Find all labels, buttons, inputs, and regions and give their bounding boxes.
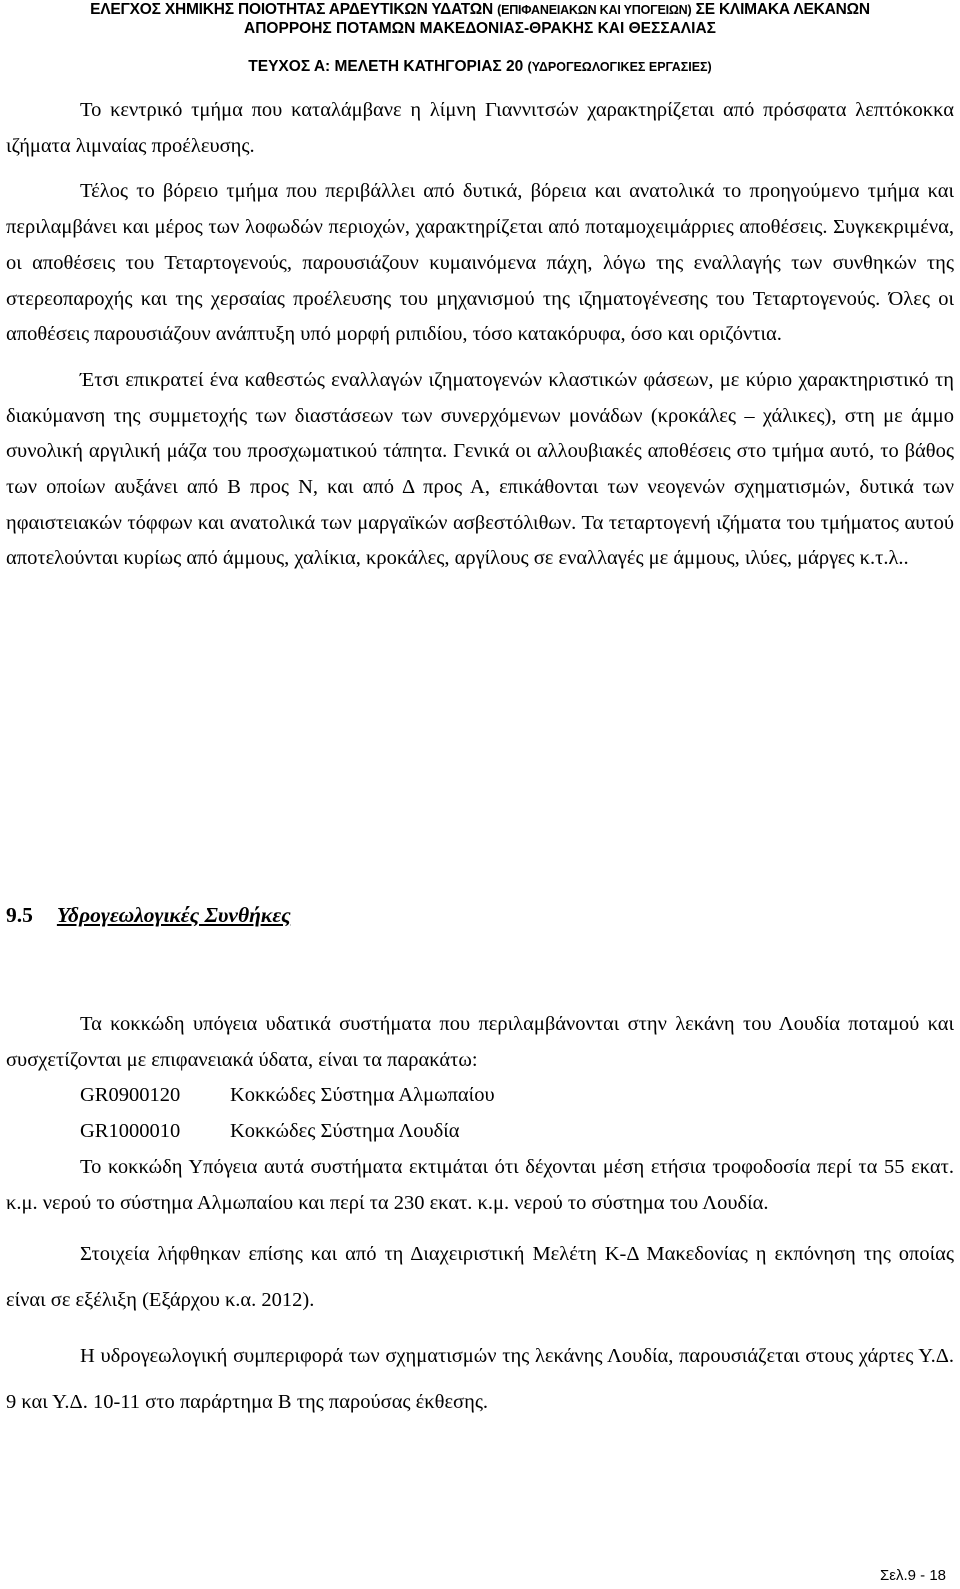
section-heading xyxy=(6,900,291,930)
header-line-1 xyxy=(0,0,960,20)
paragraph-2: Τέλος το βόρειο τμήμα που περιβάλλει από δυτικά, βόρεια και ανατολικά το προηγούμενο τμήμα και περιλαμβάνει και μέρος των λοφωδών περιοχών, χαρακτηρίζεται από ποταμοχειμάρριες αποθέσεις. Συγκεκριμένα, οι αποθέσεις του Τεταρτογενούς, παρουσιάζουν κυμαινόμενα πάχη, λόγω της εναλλαγής των συνθηκών της στερεοπαροχής και της χερσαίας προέλευσης του μηχανισμού της ιζηματογένεσης του Τεταρτογενούς. Όλες οι αποθέσεις παρουσιάζουν ανάπτυξη υπό μορφή ριπιδίου, τόσο κατακόρυφα, όσο και οριζόντια. xyxy=(6,180,954,346)
paragraph-5: Το κοκκώδη Υπόγεια αυτά συστήματα εκτιμάται ότι δέχονται μέση ετήσια τροφοδοσία περί τα 55 εκατ. κ.μ. νερού το σύστημα Αλμωπαίου και περί τα 230 εκατ. κ.μ. νερού το σύστημα του Λουδία. xyxy=(6,1155,954,1214)
section-body xyxy=(6,1007,954,1425)
paragraph-1: Το κεντρικό τμήμα που καταλάμβανε η λίμνη Γιαννιτσών χαρακτηρίζεται από πρόσφατα λεπτόκοκκα ιζήματα λιμναίας προέλευσης. xyxy=(6,99,954,157)
volume-title: ΤΕΥΧΟΣ Α: ΜΕΛΕΤΗ ΚΑΤΗΓΟΡΙΑΣ 20 xyxy=(248,58,524,75)
paragraph-7: Η υδρογεωλογική συμπεριφορά των σχηματισμών της λεκάνης Λουδία, παρουσιάζεται στους χάρτες Υ.Δ. 9 και Υ.Δ. 10-11 στο παράρτημα Β της παρούσας έκθεσης. xyxy=(6,1345,954,1414)
page-number: Σελ.9 - 18 xyxy=(880,1567,946,1584)
volume-subtitle: (ΥΔΡΟΓΕΩΛΟΓΙΚΕΣ ΕΡΓΑΣΙΕΣ) xyxy=(527,60,712,74)
system-row xyxy=(6,1078,954,1114)
section-title: Υδρογεωλογικές Συνθήκες xyxy=(56,903,291,927)
header-subtitle-part: (ΕΠΙΦΑΝΕΙΑΚΩΝ ΚΑΙ ΥΠΟΓΕΙΩΝ) xyxy=(497,3,692,17)
system-code: GR1000010 xyxy=(80,1120,181,1143)
paragraph-3: Έτσι επικρατεί ένα καθεστώς εναλλαγών ιζηματογενών κλαστικών φάσεων, με κύριο χαρακτηριστικό τη διακύμανση της συμμετοχής των διαστάσεων των συνερχόμενων μονάδων (κροκάλες – χάλικες), στη με άμμο συνολική αργιλική μάζα του προσχωματικού τάπητα. Γενικά οι αλλουβιακές αποθέσεις στο τμήμα αυτό, το βάθος των οποίων αυξάνει από Β προς Ν, και από Δ προς Α, επικάθονται των νεογενών σχηματισμών, δυτικά των ηφαιστειακών τόφφων και ανατολικά των μαργαϊκών ασβεστόλιθων. Τα τεταρτογενή ιζήματα του τμήματος αυτού αποτελούνται κυρίως από άμμους, χαλίκια, κροκάλες, αργίλους σε εναλλαγές με άμμους, ιλύες, μάργες κ.τ.λ.. xyxy=(6,368,954,570)
paragraph-4: Τα κοκκώδη υπόγεια υδατικά συστήματα που περιλαμβάνονται στην λεκάνη του Λουδία ποταμού και συσχετίζονται με επιφανειακά ύδατα, είναι τα παρακάτω: xyxy=(6,1013,954,1071)
header-title-end: ΣΕ ΚΛΙΜΑΚΑ ΛΕΚΑΝΩΝ xyxy=(695,1,870,18)
system-name: Κοκκώδες Σύστημα Αλμωπαίου xyxy=(230,1084,495,1107)
header-line-2: ΑΠΟΡΡΟΗΣ ΠΟΤΑΜΩΝ ΜΑΚΕΔΟΝΙΑΣ-ΘΡΑΚΗΣ ΚΑΙ ΘΕΣΣΑΛΙΑΣ xyxy=(244,20,716,37)
system-name: Κοκκώδες Σύστημα Λουδία xyxy=(230,1120,460,1143)
paragraph-6: Στοιχεία λήφθηκαν επίσης και από τη Διαχειριστική Μελέτη Κ-Δ Μακεδονίας η εκπόνηση της οποίας είναι σε εξέλιξη (Εξάρχου κ.α. 2012). xyxy=(6,1243,954,1312)
header-line-3 xyxy=(0,57,960,77)
system-code: GR0900120 xyxy=(80,1084,181,1107)
header-title-part: ΕΛΕΓΧΟΣ ΧΗΜΙΚΗΣ ΠΟΙΟΤΗΤΑΣ ΑΡΔΕΥΤΙΚΩΝ ΥΔΑΤΩΝ xyxy=(90,1,493,18)
section-number: 9.5 xyxy=(6,903,33,927)
page-header xyxy=(0,0,960,80)
document-body xyxy=(6,93,954,1414)
system-row xyxy=(6,1114,954,1150)
